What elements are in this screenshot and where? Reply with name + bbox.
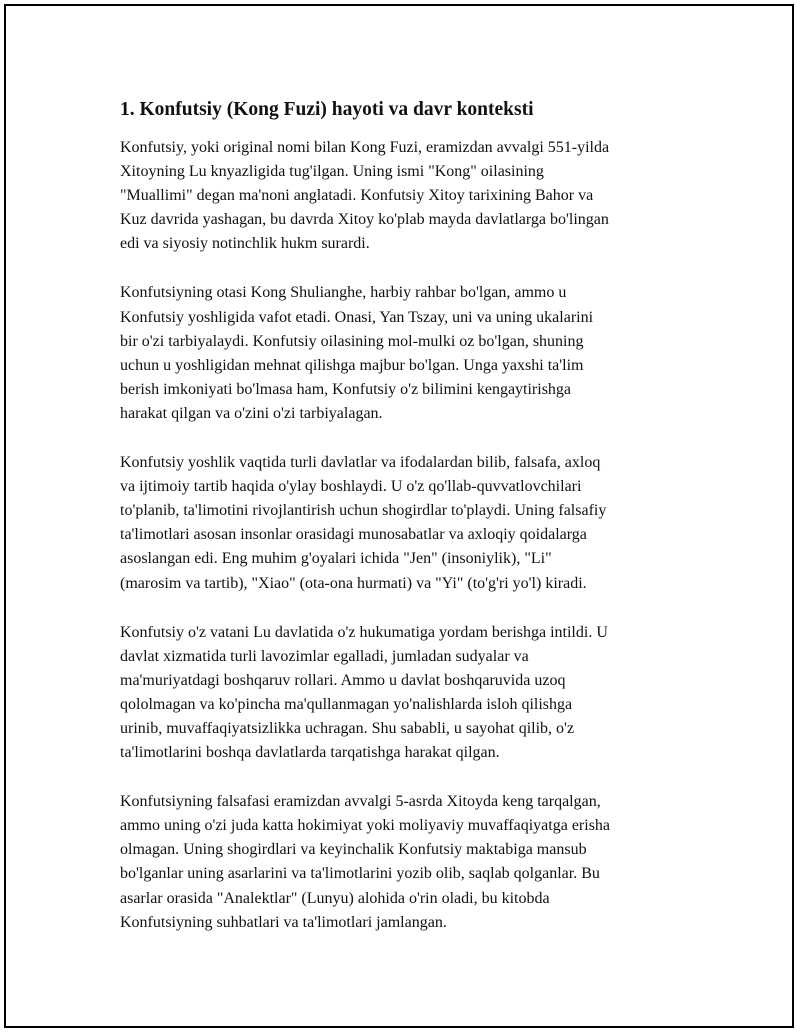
section-title: 1. Konfutsiy (Kong Fuzi) hayoti va davr konteksti bbox=[120, 99, 534, 120]
document-body bbox=[120, 97, 686, 960]
paragraph: Konfutsiy o'z vatani Lu davlatida o'z hukumatiga yordam berishga intildi. U davlat xizmatida turli lavozimlar egalladi, jumladan sudyalar va ma'muriyatdagi boshqaruv rollari. Ammo u davlat boshqaruvida uzoq qololmagan va ko'pincha ma'qullanmagan yo'nalishlarda isloh qilishga urinib, muvaffaqiyatsizlikka uchragan. Shu sababli, u sayohat qilib, o'z ta'limotlarini boshqa davlatlarda tarqatishga harakat qilgan. bbox=[120, 623, 608, 762]
paragraph: Konfutsiyning falsafasi eramizdan avvalgi 5-asrda Xitoyda keng tarqalgan, ammo uning o'zi juda katta hokimiyat yoki moliyaviy muvaffaqiyatga erisha olmagan. Uning shogirdlari va keyinchalik Konfutsiy maktabiga mansub bo'lganlar uning asarlarini va ta'limotlarini yozib olib, saqlab qolganlar. Bu asarlar orasida "Analektlar" (Lunyu) alohida o'rin oladi, bu kitobda Konfutsiyning suhbatlari va ta'limotlari jamlangan. bbox=[120, 793, 611, 931]
paragraph: Konfutsiy yoshlik vaqtida turli davlatlar va ifodalardan bilib, falsafa, axloq va ijtimoiy tartib haqida o'ylay boshlaydi. U o'z qo'llab-quvvatlovchilari to'planib, ta'limotini rivojlantirish uchun shogirdlar to'playdi. Uning falsafiy ta'limotlari asosan insonlar orasidagi munosabatlar va axloqiy qoidalarga asoslangan edi. Eng muhim g'oyalari ichida "Jen" (insoniylik), "Li" (marosim va tartib), "Xiao" (ota-ona hurmati) va "Yi" (to'g'ri yo'l) kiradi. bbox=[120, 454, 607, 592]
document-page bbox=[4, 4, 794, 1028]
paragraph: Konfutsiyning otasi Kong Shulianghe, harbiy rahbar bo'lgan, ammo u Konfutsiy yoshligida vafot etadi. Onasi, Yan Tszay, uni va uning ukalarini bir o'zi tarbiyalaydi. Konfutsiy oilasining mol-mulki oz bo'lgan, shuning uchun u yoshligidan mehnat qilishga majbur bo'lgan. Unga yaxshi ta'lim berish imkoniyati bo'lmasa ham, Konfutsiy o'z bilimini kengaytirishga harakat qilgan va o'zini o'zi tarbiyalagan. bbox=[120, 284, 594, 422]
paragraph: Konfutsiy, yoki original nomi bilan Kong Fuzi, eramizdan avvalgi 551-yilda Xitoyning Lu knyazligida tug'ilgan. Uning ismi "Kong" oilasining "Muallimi" degan ma'noni anglatadi. Konfutsiy Xitoy tarixining Bahor va Kuz davrida yashagan, bu davrda Xitoy ko'plab mayda davlatlarga bo'lingan edi va siyosiy notinchlik hukm surardi. bbox=[120, 139, 610, 253]
